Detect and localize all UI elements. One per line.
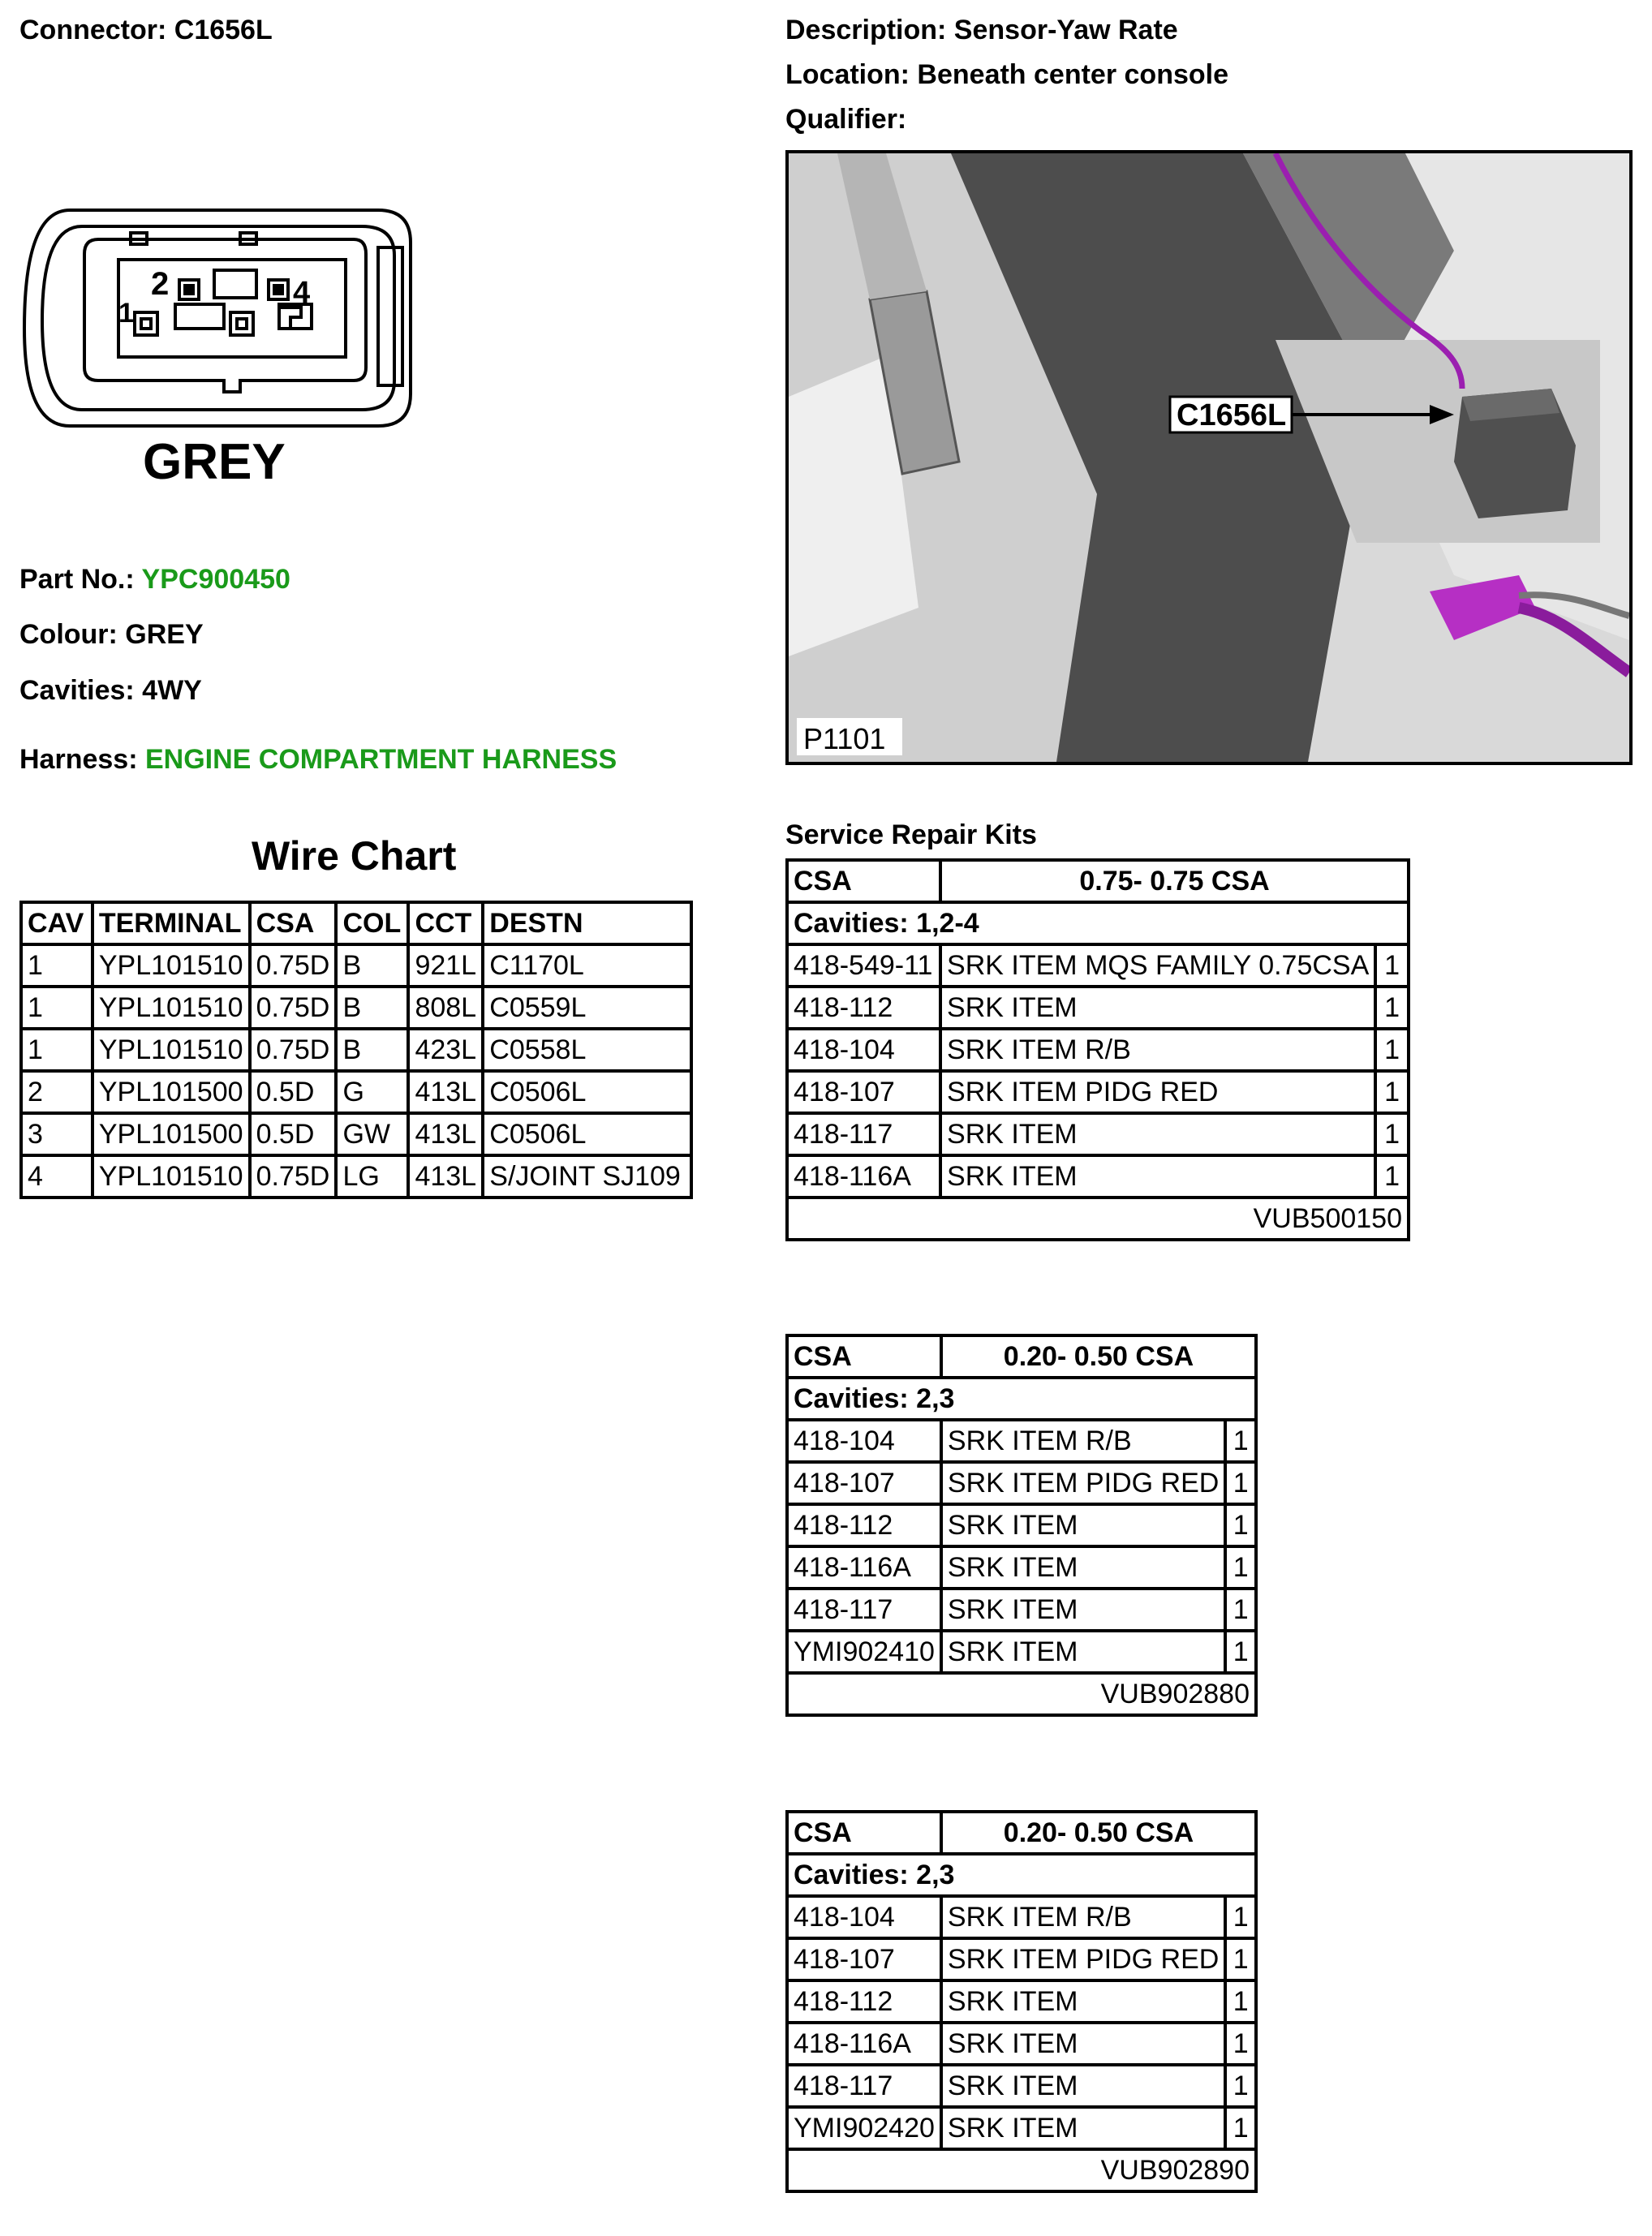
cavities-label: Cavities: 4WY: [19, 675, 202, 706]
kit-item-part-no: 418-116A: [787, 2023, 941, 2065]
harness-label: Harness:: [19, 744, 138, 775]
photo-callout-label: C1656L: [1177, 398, 1287, 432]
kit-item-part-no: YMI902410: [787, 1631, 941, 1673]
kit-item-part-no: 418-117: [787, 1589, 941, 1631]
kit-item-description: SRK ITEM MQS FAMILY 0.75CSA: [940, 944, 1375, 987]
kit-item-description: SRK ITEM R/B: [941, 1420, 1225, 1462]
wire-chart-cell-cav: 1: [21, 987, 92, 1029]
connector-face-diagram: [21, 207, 427, 491]
kit-item-qty: 1: [1225, 1980, 1256, 2023]
kit-item-description: SRK ITEM: [940, 987, 1375, 1029]
wire-chart-cell-destn: C0506L: [483, 1113, 691, 1155]
kit-item-row: [787, 1546, 1256, 1589]
wire-chart-cell-terminal: YPL101510: [92, 1029, 250, 1071]
kit-item-part-no: 418-107: [787, 1938, 941, 1980]
kit-cavities-row: [787, 902, 1409, 944]
kit-item-description: SRK ITEM: [941, 2023, 1225, 2065]
kit-item-row: [787, 1980, 1256, 2023]
wire-chart-cell-cav: 1: [21, 944, 92, 987]
wire-chart-cell-destn: C0558L: [483, 1029, 691, 1071]
kit-csa-range: 0.75- 0.75 CSA: [940, 860, 1409, 902]
kit-item-part-no: 418-107: [787, 1462, 941, 1504]
kit-header-row: [787, 1335, 1256, 1378]
repair-kit-table-2: [785, 1334, 1258, 1717]
connector-colour-label: GREY: [143, 434, 286, 490]
kit-item-qty: 1: [1225, 1504, 1256, 1546]
kit-cavities-row: [787, 1854, 1256, 1896]
part-no-label: Part No.:: [19, 564, 135, 595]
kit-item-qty: 1: [1225, 1938, 1256, 1980]
description-label: Description: Sensor-Yaw Rate: [785, 15, 1178, 45]
kit-item-description: SRK ITEM: [941, 2065, 1225, 2107]
wire-chart-cell-cct: 921L: [408, 944, 483, 987]
wire-chart-cell-col: B: [336, 944, 408, 987]
part-no: [19, 564, 290, 596]
wire-chart-row: [21, 1155, 691, 1198]
wire-chart-row: [21, 944, 691, 987]
kit-item-row: [787, 987, 1409, 1029]
kit-csa-range: 0.20- 0.50 CSA: [941, 1812, 1256, 1854]
wire-chart-row: [21, 1071, 691, 1113]
kit-item-part-no: 418-117: [787, 2065, 941, 2107]
wire-chart-cell-col: B: [336, 1029, 408, 1071]
wire-chart-cell-terminal: YPL101500: [92, 1071, 250, 1113]
wire-chart-cell-cct: 423L: [408, 1029, 483, 1071]
kit-item-row: [787, 1462, 1256, 1504]
kit-csa-label: CSA: [787, 860, 940, 902]
wire-chart-cell-cct: 808L: [408, 987, 483, 1029]
kit-item-qty: 1: [1225, 2107, 1256, 2149]
wire-chart-cell-csa: 0.5D: [250, 1113, 337, 1155]
kit-item-row: [787, 1420, 1256, 1462]
pin-2-label: 2: [151, 266, 170, 302]
kit-item-qty: 1: [1375, 944, 1409, 987]
kit-item-qty: 1: [1375, 1113, 1409, 1155]
harness: [19, 744, 617, 776]
kit-ref-number: VUB902880: [787, 1673, 1256, 1715]
kit-item-description: SRK ITEM: [941, 1631, 1225, 1673]
kit-item-part-no: 418-107: [787, 1071, 940, 1113]
colour-label: Colour: GREY: [19, 619, 204, 650]
kit-item-part-no: 418-116A: [787, 1546, 941, 1589]
kit-item-row: [787, 1029, 1409, 1071]
wire-chart-cell-destn: S/JOINT SJ109: [483, 1155, 691, 1198]
kit-item-qty: 1: [1225, 1462, 1256, 1504]
kit-item-description: SRK ITEM: [941, 1589, 1225, 1631]
wire-chart-row: [21, 1113, 691, 1155]
wire-chart-cell-col: B: [336, 987, 408, 1029]
wire-chart-cell-cav: 1: [21, 1029, 92, 1071]
kit-item-description: SRK ITEM R/B: [941, 1896, 1225, 1938]
kit-item-part-no: 418-112: [787, 987, 940, 1029]
wire-chart-cell-terminal: YPL101510: [92, 1155, 250, 1198]
location-photo: [785, 150, 1633, 765]
kit-item-part-no: 418-117: [787, 1113, 940, 1155]
kit-item-row: [787, 1631, 1256, 1673]
wire-chart-row: [21, 987, 691, 1029]
kit-item-row: [787, 2065, 1256, 2107]
kit-csa-label: CSA: [787, 1335, 941, 1378]
wire-chart-header-terminal: TERMINAL: [92, 902, 250, 944]
wire-chart-cell-destn: C1170L: [483, 944, 691, 987]
kit-item-row: [787, 2107, 1256, 2149]
kit-item-qty: 1: [1375, 1029, 1409, 1071]
kit-item-part-no: YMI902420: [787, 2107, 941, 2149]
kit-header-row: [787, 860, 1409, 902]
kit-item-row: [787, 2023, 1256, 2065]
pin-1-label: 1: [118, 298, 134, 329]
wire-chart-row: [21, 1029, 691, 1071]
kit-item-row: [787, 1896, 1256, 1938]
kit-item-description: SRK ITEM PIDG RED: [940, 1071, 1375, 1113]
wire-chart-header-destn: DESTN: [483, 902, 691, 944]
connector-title: Connector: C1656L: [19, 15, 273, 45]
wire-chart-header-csa: CSA: [250, 902, 337, 944]
wire-chart-cell-csa: 0.75D: [250, 944, 337, 987]
kit-ref-row: [787, 1673, 1256, 1715]
wire-chart-cell-terminal: YPL101500: [92, 1113, 250, 1155]
kit-ref-number: VUB902890: [787, 2149, 1256, 2191]
kit-cavities-label: Cavities: 1,2-4: [787, 902, 1409, 944]
kit-item-description: SRK ITEM PIDG RED: [941, 1938, 1225, 1980]
wire-chart-cell-cct: 413L: [408, 1113, 483, 1155]
kit-item-row: [787, 944, 1409, 987]
kit-item-description: SRK ITEM: [941, 1980, 1225, 2023]
harness-link[interactable]: ENGINE COMPARTMENT HARNESS: [144, 744, 617, 775]
kit-item-description: SRK ITEM: [941, 2107, 1225, 2149]
kit-item-description: SRK ITEM: [940, 1113, 1375, 1155]
kit-item-part-no: 418-116A: [787, 1155, 940, 1198]
wire-chart-cell-cav: 4: [21, 1155, 92, 1198]
kit-item-qty: 1: [1225, 1589, 1256, 1631]
kit-ref-row: [787, 1198, 1409, 1240]
wire-chart-cell-cav: 2: [21, 1071, 92, 1113]
wire-chart-cell-destn: C0559L: [483, 987, 691, 1029]
wire-chart-cell-cav: 3: [21, 1113, 92, 1155]
kit-item-row: [787, 1504, 1256, 1546]
wire-chart-cell-csa: 0.75D: [250, 1029, 337, 1071]
kit-item-qty: 1: [1225, 1631, 1256, 1673]
wire-chart-cell-terminal: YPL101510: [92, 987, 250, 1029]
kit-csa-range: 0.20- 0.50 CSA: [941, 1335, 1256, 1378]
wire-chart-table: [19, 901, 693, 1199]
kit-cavities-label: Cavities: 2,3: [787, 1854, 1256, 1896]
kit-item-row: [787, 1938, 1256, 1980]
kit-cavities-label: Cavities: 2,3: [787, 1378, 1256, 1420]
kit-item-part-no: 418-104: [787, 1896, 941, 1938]
kit-item-row: [787, 1071, 1409, 1113]
kit-item-row: [787, 1589, 1256, 1631]
wire-chart-header-row: [21, 902, 691, 944]
wire-chart-cell-col: LG: [336, 1155, 408, 1198]
kit-item-row: [787, 1113, 1409, 1155]
wire-chart-cell-csa: 0.75D: [250, 987, 337, 1029]
kit-item-qty: 1: [1375, 987, 1409, 1029]
wire-chart-cell-cct: 413L: [408, 1071, 483, 1113]
wire-chart-cell-cct: 413L: [408, 1155, 483, 1198]
kit-item-description: SRK ITEM PIDG RED: [941, 1462, 1225, 1504]
wire-chart-cell-destn: C0506L: [483, 1071, 691, 1113]
kit-ref-number: VUB500150: [787, 1198, 1409, 1240]
kit-item-part-no: 418-112: [787, 1980, 941, 2023]
photo-ref-label: P1101: [803, 722, 886, 755]
kit-item-part-no: 418-104: [787, 1029, 940, 1071]
kit-item-row: [787, 1155, 1409, 1198]
part-no-link[interactable]: YPC900450: [141, 564, 290, 595]
kit-item-description: SRK ITEM R/B: [940, 1029, 1375, 1071]
kit-item-qty: 1: [1225, 2023, 1256, 2065]
location-label: Location: Beneath center console: [785, 59, 1228, 90]
kit-item-part-no: 418-549-11: [787, 944, 940, 987]
wire-chart-title: Wire Chart: [252, 833, 457, 879]
wire-chart-header-col: COL: [336, 902, 408, 944]
wire-chart-header-cct: CCT: [408, 902, 483, 944]
kit-item-qty: 1: [1375, 1155, 1409, 1198]
wire-chart-cell-terminal: YPL101510: [92, 944, 250, 987]
kit-item-description: SRK ITEM: [941, 1546, 1225, 1589]
kit-item-qty: 1: [1375, 1071, 1409, 1113]
wire-chart-header-cav: CAV: [21, 902, 92, 944]
wire-chart-cell-csa: 0.75D: [250, 1155, 337, 1198]
kit-cavities-row: [787, 1378, 1256, 1420]
pin-4-label: 4: [293, 276, 311, 310]
kit-item-part-no: 418-112: [787, 1504, 941, 1546]
wire-chart-cell-col: GW: [336, 1113, 408, 1155]
wire-chart-cell-col: G: [336, 1071, 408, 1113]
kit-item-qty: 1: [1225, 1420, 1256, 1462]
kit-item-description: SRK ITEM: [941, 1504, 1225, 1546]
kit-item-description: SRK ITEM: [940, 1155, 1375, 1198]
kit-item-part-no: 418-104: [787, 1420, 941, 1462]
kit-item-qty: 1: [1225, 1896, 1256, 1938]
qualifier-label: Qualifier:: [785, 104, 907, 135]
service-repair-kits-title: Service Repair Kits: [785, 819, 1037, 850]
kit-ref-row: [787, 2149, 1256, 2191]
repair-kit-table-1: [785, 858, 1410, 1241]
kit-item-qty: 1: [1225, 2065, 1256, 2107]
wire-chart-cell-csa: 0.5D: [250, 1071, 337, 1113]
kit-csa-label: CSA: [787, 1812, 941, 1854]
repair-kit-table-3: [785, 1810, 1258, 2193]
kit-header-row: [787, 1812, 1256, 1854]
kit-item-qty: 1: [1225, 1546, 1256, 1589]
